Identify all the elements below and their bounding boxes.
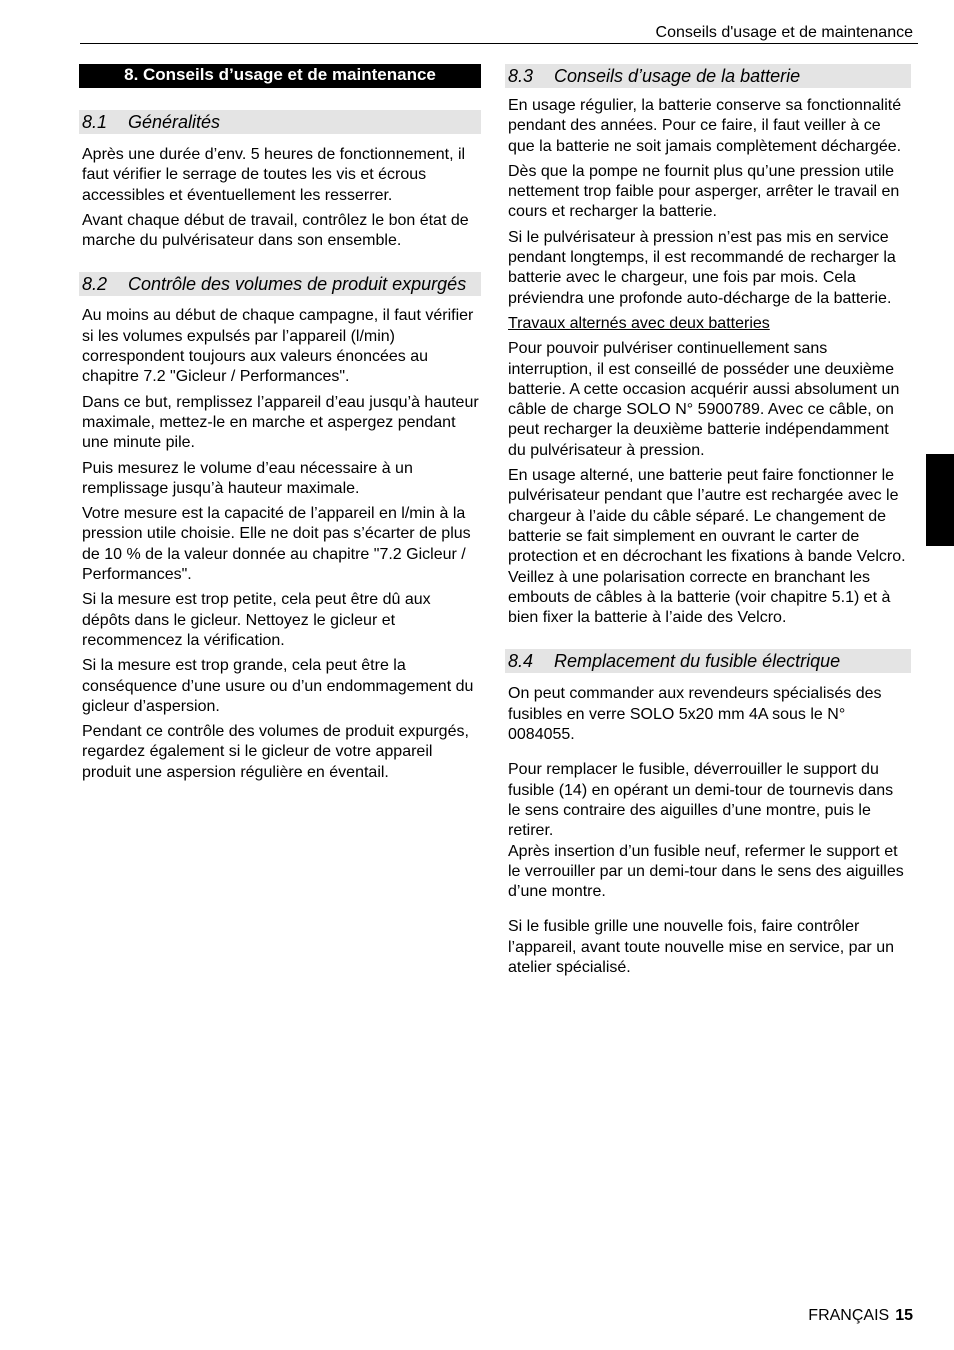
section-title: Conseils d’usage de la batterie — [554, 66, 801, 86]
paragraph: Après insertion d’un fusible neuf, refermer le support et le verrouiller par un demi-tour dans le sens des aiguilles d’une montre. — [508, 842, 904, 901]
paragraph: Si le pulvérisateur à pression n’est pas mis en service pendant longtemps, il est recommandé de recharger la batterie avec le chargeur, une fois par mois. Cela préviendra une profonde auto-décharge de la batterie. — [508, 228, 896, 307]
paragraph: En usage régulier, la batterie conserve sa fonctionnalité pendant des années. Pour ce faire, il faut veiller à ce que la batterie ne soit jamais complètement déchargée. — [508, 97, 902, 155]
paragraph: Après une durée d’env. 5 heures de fonctionnement, il faut vérifier le serrage de toutes les vis et écrous accessibles et éventuellement les resserrer. — [82, 146, 466, 204]
paragraph: Si le fusible grille une nouvelle fois, faire contrôler l’appareil, avant toute nouvelle mise en service, par un atelier spécialisé. — [508, 918, 894, 976]
section-number: 8.4 — [508, 651, 534, 672]
paragraph: Avant chaque début de travail, contrôlez le bon état de marche du pulvérisateur dans son ensemble. — [82, 211, 469, 250]
paragraph: En usage alterné, une batterie peut faire fonctionner le pulvérisateur pendant que l’autre est rechargée avec le chargeur à l’aide du câble séparé. Le changement de batterie se fait simplement en ouvrant le carter de protection et en décrochant les fixations à bande Velcro. Veillez à une polarisation correcte en branchant les embouts de câbles à la batterie (voir chapitre 5.1) et à bien fixer la batterie à l’aide des Velcro. — [508, 467, 906, 627]
section-number: 8.3 — [508, 66, 534, 86]
paragraph: Pour remplacer le fusible, déverrouiller le support du fusible (14) en opérant un demi-tour de tournevis dans le sens contraire des aiguilles d’une montre, puis le retirer. — [508, 761, 894, 840]
section-heading-8-4 — [505, 649, 911, 673]
paragraph: Dès que la pompe ne fournit plus qu’une pression utile nettement trop faible pour asperger, arrêter le travail en cours et recharger la batterie. — [508, 162, 900, 221]
paragraph: On peut commander aux revendeurs spécialisés des fusibles en verre SOLO 5x20 mm 4A sous le N° 0084055. — [508, 685, 882, 744]
right-column — [505, 64, 911, 983]
paragraph: Pour pouvoir pulvériser continuellement sans interruption, il est conseillé de posséder une deuxième batterie. A cette occasion acquérir aussi absolument un câble de charge SOLO N° 5900789. Avec ce câble, on peut recharger la deuxième batterie indépendamment du pulvérisateur à pression. — [508, 340, 900, 459]
page-number: 15 — [895, 1307, 913, 1324]
section-heading-8-1 — [79, 110, 481, 134]
section-heading-8-3 — [505, 64, 911, 88]
paragraph: Si la mesure est trop petite, cela peut être dû aux dépôts dans le gicleur. Nettoyez le gicleur et recommencez la vérification. — [82, 591, 431, 649]
section-title: Contrôle des volumes de produit expurgés — [128, 274, 467, 295]
page-footer — [808, 1306, 913, 1326]
section-number: 8.1 — [82, 112, 108, 132]
left-column — [79, 64, 481, 788]
paragraph: Votre mesure est la capacité de l’appareil en l/min à la pression utile choisie. Elle ne doit pas s’écarter de plus de 10 % de la valeur donnée au chapitre "7.2 Gicleur / Performances". — [82, 505, 471, 584]
side-thumb-tab — [926, 454, 954, 546]
header-rule — [80, 43, 918, 44]
paragraph: Puis mesurez le volume d’eau nécessaire à un remplissage jusqu’à hauteur maximale. — [82, 459, 413, 497]
paragraph: Pendant ce contrôle des volumes de produit expurgés, regardez également si le gicleur de votre appareil produit une aspersion régulière en éventail. — [82, 723, 469, 781]
subheading: Travaux alternés avec deux batteries — [508, 314, 770, 332]
chapter-title: 8. Conseils d’usage et de maintenance — [79, 64, 481, 88]
paragraph: Au moins au début de chaque campagne, il faut vérifier si les volumes expulsés par l’appareil (l/min) correspondent toujours aux valeurs énoncées au chapitre 7.2 "Gicleur / Performances". — [82, 307, 474, 386]
paragraph: Si la mesure est trop grande, cela peut être la conséquence d’une usure ou d’un endommagement du gicleur d’aspersion. — [82, 657, 474, 715]
footer-language: FRANÇAIS — [808, 1307, 890, 1324]
running-header: Conseils d'usage et de maintenance — [655, 24, 913, 41]
section-title: Remplacement du fusible électrique — [554, 651, 841, 672]
section-title: Généralités — [128, 112, 221, 132]
section-heading-8-2 — [79, 272, 481, 296]
paragraph: Dans ce but, remplissez l’appareil d’eau jusqu’à hauteur maximale, mettez-le en marche et aspergez pendant une minute pile. — [82, 393, 479, 452]
section-number: 8.2 — [82, 274, 108, 295]
